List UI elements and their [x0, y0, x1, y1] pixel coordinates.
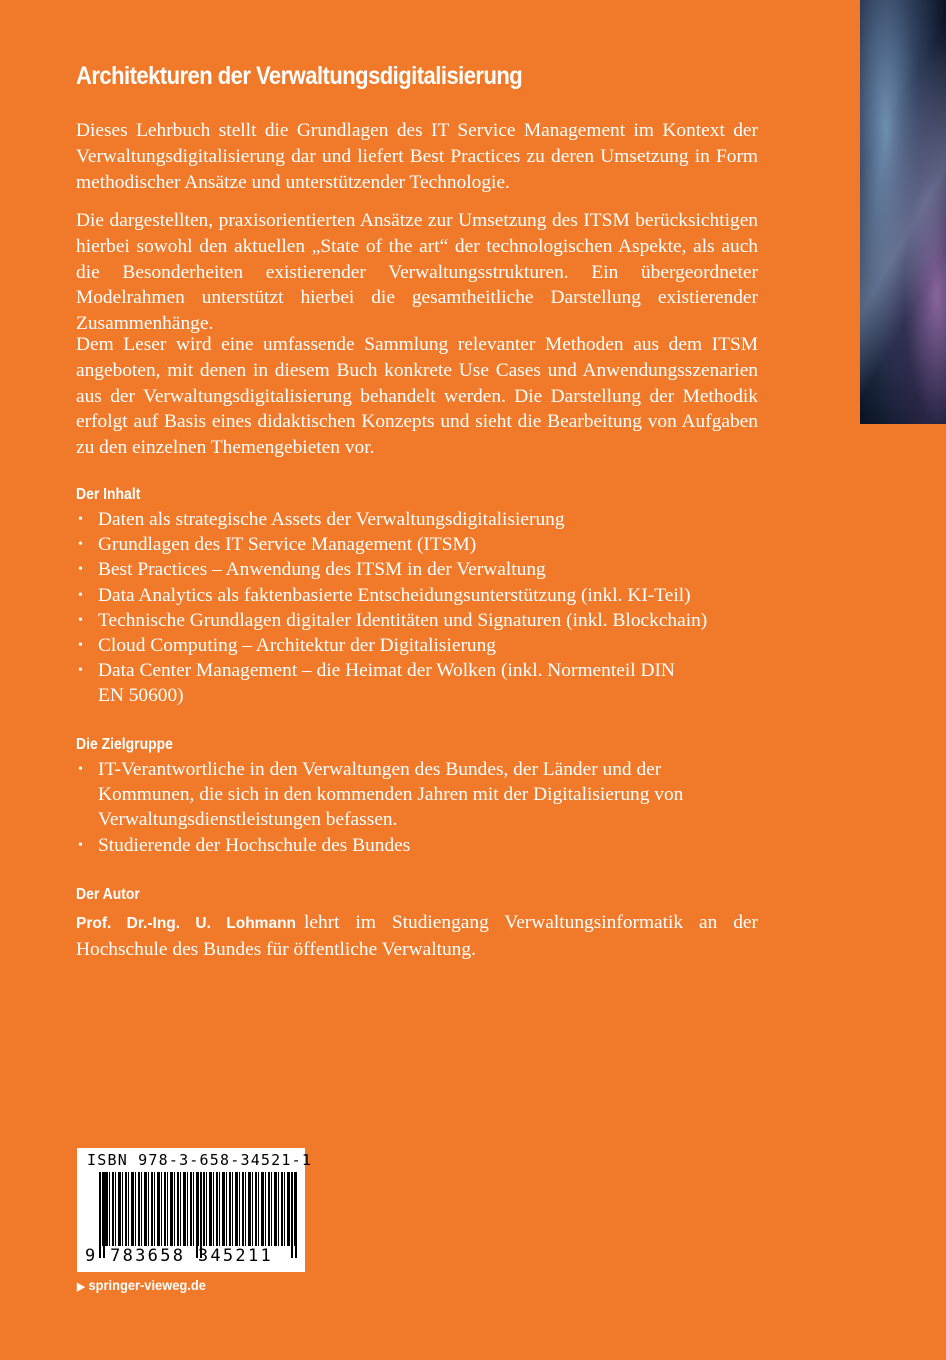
author-name: Prof. Dr.-Ing. U. Lohmann	[76, 915, 297, 932]
list-item: • Data Analytics als faktenbasierte Entscheidungsunterstützung (inkl. KI-Teil)	[76, 583, 758, 608]
isbn-barcode	[77, 1148, 313, 1272]
cover-image-strip	[860, 0, 946, 424]
intro-paragraph-2: Die dargestellten, praxisorientierten Ansätze zur Umsetzung des ITSM berücksichtigen hierbei sowohl den aktuellen „State of the art“ der technologischen Aspekte, als auch die Besonderheiten existierender Verwaltungsstrukturen. Ein übergeordneter Modelrahmen unterstützt hierbei die gesamtheitliche Darstellung existierender Zusammenhänge.	[76, 210, 758, 335]
contents-list	[76, 507, 758, 709]
list-item: • Data Center Management – die Heimat der Wolken (inkl. Normenteil DIN EN 50600)	[78, 660, 675, 707]
bullet-icon: •	[78, 537, 83, 553]
author-text: lehrt im Studiengang Verwaltungsinformatik an der Hochschule des Bundes für öffentliche Verwaltung.	[76, 912, 758, 960]
bullet-icon: •	[78, 663, 83, 679]
bullet-icon: •	[78, 587, 83, 603]
bullet-icon: •	[78, 612, 83, 628]
isbn-number: ISBN 978-3-658-34521-1	[87, 1151, 313, 1169]
bullet-icon: •	[78, 638, 83, 654]
list-item: • Daten als strategische Assets der Verwaltungsdigitalisierung	[76, 507, 758, 532]
contents-heading: Der Inhalt	[76, 486, 141, 503]
list-item: • Cloud Computing – Architektur der Digitalisierung	[76, 633, 758, 658]
list-item: • Best Practices – Anwendung des ITSM in der Verwaltung	[76, 557, 758, 582]
bullet-icon: •	[78, 837, 83, 853]
publisher-website[interactable]: ▶ springer-vieweg.de	[77, 1277, 206, 1293]
bullet-icon: •	[78, 512, 83, 527]
bullet-icon: •	[78, 762, 83, 777]
author-heading: Der Autor	[76, 886, 140, 903]
intro-paragraph-3: Dem Leser wird eine umfassende Sammlung relevanter Methoden aus dem ITSM angeboten, mit denen in diesem Buch konkrete Use Cases und Anwendungsszenarien aus der Verwaltungsdigitalisierung behandelt werden. Die Darstellung der Methodik erfolgt auf Basis eines didaktischen Konzepts und sieht die Bearbeitung von Aufgaben zu den einzelnen Themengebieten vor.	[76, 334, 758, 459]
audience-list	[76, 757, 758, 858]
bullet-icon: •	[78, 562, 83, 578]
barcode-bars	[99, 1172, 297, 1246]
list-item: • Studierende der Hochschule des Bundes	[76, 833, 758, 858]
book-title: Architekturen der Verwaltungsdigitalisierung	[76, 62, 523, 90]
list-item: • IT-Verantwortliche in den Verwaltungen des Bundes, der Länder und der Kommunen, die sich in den kommenden Jahren mit der Digitalisierung von Verwaltungsdienstleistungen befassen.	[78, 759, 684, 831]
intro-paragraph-1: Dieses Lehrbuch stellt die Grundlagen des IT Service Management im Kontext der Verwaltungsdigitalisierung dar und liefert Best Practices zu deren Umsetzung in Form methodischer Ansätze und unterstützender Technologie.	[76, 120, 758, 193]
list-item: • Technische Grundlagen digitaler Identitäten und Signaturen (inkl. Blockchain)	[76, 608, 758, 633]
list-item: • Grundlagen des IT Service Management (ITSM)	[76, 532, 758, 557]
audience-heading: Die Zielgruppe	[76, 736, 173, 753]
ean-digits: 9 783658 345211	[85, 1246, 274, 1266]
play-arrow-icon: ▶	[77, 1281, 85, 1293]
author-bio	[76, 910, 758, 963]
